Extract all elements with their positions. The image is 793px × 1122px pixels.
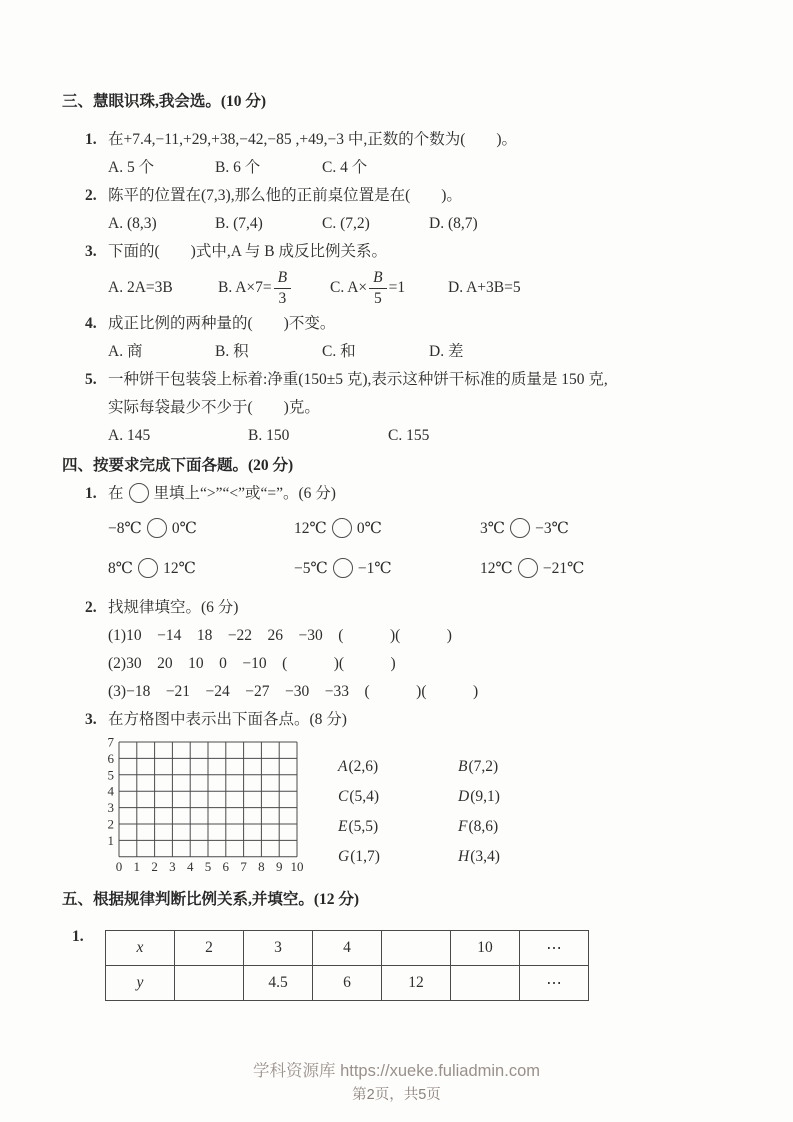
option-a: A. (8,3): [108, 215, 157, 232]
pattern-row-3: (3)−18 −21 −24 −27 −30 −33 ( )( ): [108, 683, 479, 700]
table-cell[interactable]: [175, 966, 244, 1001]
footer-page-number: 第2页，共5页: [352, 1087, 441, 1103]
left-value: 8℃: [108, 560, 134, 577]
option-b: B. (7,4): [215, 215, 263, 232]
table-cell: ⋯: [520, 966, 589, 1001]
right-value: −1℃: [357, 560, 392, 577]
question-4-1: [85, 480, 735, 508]
question-number: 2.: [85, 187, 97, 204]
section-4-title: 四、按要求完成下面各题。(20 分): [62, 457, 294, 474]
table-cell: 2: [175, 931, 244, 966]
blank-circle-icon[interactable]: [518, 558, 538, 578]
fraction-numerator: B: [369, 269, 386, 288]
fraction-denominator: 3: [278, 289, 287, 307]
point-name: F: [458, 818, 468, 835]
left-value: 12℃: [294, 520, 327, 537]
option-c: C. 4 个: [322, 159, 368, 176]
right-value: −3℃: [535, 520, 569, 537]
fraction: [369, 269, 386, 306]
x-axis-label: 4: [186, 859, 194, 874]
question-text: 找规律填空。(6 分): [108, 599, 239, 616]
table-cell: 10: [451, 931, 520, 966]
right-value: 12℃: [163, 560, 196, 577]
question-text: [108, 480, 735, 508]
question-text-pre: 在: [108, 485, 124, 502]
y-axis-label: 6: [107, 750, 114, 766]
point-coords: (8,6): [468, 818, 499, 835]
question-text: 陈平的位置在(7,3),那么他的正前桌位置是在( )。: [108, 187, 462, 204]
comparison-cell: [294, 554, 480, 584]
y-axis-label: 5: [107, 767, 114, 783]
table-row-x: [106, 931, 589, 966]
equation-suffix: =1: [388, 279, 406, 296]
y-axis-label: 4: [107, 783, 114, 799]
section-5-title: 五、根据规律判断比例关系,并填空。(12 分): [62, 891, 360, 908]
point-coords: (7,2): [468, 758, 499, 775]
table-cell: 4.5: [244, 966, 313, 1001]
question-3-3: [85, 238, 735, 266]
option-c: C. 和: [322, 343, 356, 360]
comparison-cell: [108, 514, 294, 544]
x-axis-label: 7: [240, 859, 247, 874]
question-3-4: [85, 310, 735, 338]
right-value: 0℃: [356, 520, 382, 537]
table-cell: 3: [244, 931, 313, 966]
question-text: 成正比例的两种量的( )不变。: [108, 315, 336, 332]
left-value: −5℃: [294, 560, 328, 577]
pattern-row-1: (1)10 −14 18 −22 26 −30 ( )( ): [108, 627, 452, 644]
right-value: −21℃: [542, 560, 585, 577]
point-item: [458, 788, 578, 806]
question-text: 在+7.4,−11,+29,+38,−42,−85 ,+49,−3 中,正数的个数为( )。: [108, 131, 518, 148]
option-c: [330, 269, 448, 306]
option-d: D. A+3B=5: [448, 279, 521, 296]
point-name: C: [338, 788, 349, 805]
question-4-2: [85, 594, 735, 622]
table-row-label: y: [106, 966, 175, 1001]
option-d: D. (8,7): [429, 215, 478, 232]
question-line-2: 实际每袋最少不少于( )克。: [108, 399, 320, 416]
comparison-cell: [294, 514, 480, 544]
question-line-1: 一种饼干包装袋上标着:净重(150±5 克),表示这种饼干标准的质量是 150 克,: [108, 371, 608, 388]
option-a: A. 145: [108, 427, 151, 444]
point-name: H: [458, 848, 470, 865]
question-number: 1.: [85, 485, 97, 502]
options-3-2: [108, 210, 735, 238]
right-value: 0℃: [171, 520, 197, 537]
question-number: 4.: [85, 315, 97, 332]
option-b: [218, 269, 330, 306]
question-3-5: [85, 366, 735, 422]
options-3-1: [108, 154, 735, 182]
x-axis-label: 10: [290, 859, 304, 874]
table-cell: 4: [313, 931, 382, 966]
blank-circle-icon[interactable]: [333, 558, 353, 578]
question-number: 5.: [85, 371, 97, 388]
fraction-numerator: B: [274, 269, 291, 288]
point-coords: (5,5): [348, 818, 379, 835]
question-text: [108, 366, 735, 422]
point-coords: (9,1): [470, 788, 500, 805]
blank-circle-icon: [129, 483, 149, 503]
point-coords: (5,4): [349, 788, 380, 805]
options-3-5: [108, 422, 735, 450]
left-value: 12℃: [480, 560, 513, 577]
point-coords: (3,4): [470, 848, 500, 865]
point-coords: (2,6): [348, 758, 379, 775]
comparison-row-2: [108, 554, 735, 584]
question-3-1: [85, 126, 735, 154]
proportion-table-block: [72, 926, 735, 1001]
fraction-denominator: 5: [374, 289, 382, 307]
x-axis-label: 8: [258, 859, 265, 874]
comparison-cell: [108, 554, 294, 584]
grid-lines: [119, 742, 297, 857]
point-item: [338, 818, 458, 836]
fraction: [274, 269, 291, 306]
point-item: [458, 758, 578, 776]
footer-site-link[interactable]: 学科资源库 https://xueke.fuliadmin.com: [252, 1062, 540, 1080]
x-axis-label: 6: [222, 859, 230, 874]
table-row-label: x: [106, 931, 175, 966]
blank-circle-icon[interactable]: [332, 518, 352, 538]
point-name: G: [338, 848, 350, 865]
x-axis-label: 3: [169, 859, 176, 874]
question-4-3: [85, 706, 735, 734]
y-axis-label: 7: [107, 738, 114, 750]
proportion-table: [105, 930, 589, 1001]
options-3-3: [108, 266, 735, 310]
option-b: B. 积: [215, 343, 249, 360]
page-footer: [0, 1060, 793, 1106]
question-number: 3.: [85, 711, 97, 728]
comparison-row-1: [108, 514, 735, 544]
equation-prefix: C. A×: [330, 279, 368, 296]
x-axis-label: 5: [204, 859, 212, 874]
question-number: 1.: [72, 928, 84, 945]
point-coords: (1,7): [350, 848, 380, 865]
option-a: A. 5 个: [108, 159, 155, 176]
point-name: B: [458, 758, 468, 775]
comparison-cell: [480, 514, 735, 544]
table-cell[interactable]: [382, 931, 451, 966]
table-cell: ⋯: [520, 931, 589, 966]
point-item: [458, 848, 578, 866]
options-3-4: [108, 338, 735, 366]
point-name: A: [338, 758, 348, 775]
point-item: [338, 758, 458, 776]
point-item: [338, 788, 458, 806]
option-b: B. 6 个: [215, 159, 261, 176]
point-list: [338, 758, 578, 878]
blank-circle-icon[interactable]: [147, 518, 167, 538]
section-3-title: 三、慧眼识珠,我会选。(10 分): [62, 93, 267, 110]
question-3-2: [85, 182, 735, 210]
option-c: C. 155: [388, 427, 430, 444]
blank-circle-icon[interactable]: [510, 518, 530, 538]
left-value: 3℃: [480, 520, 506, 537]
grid-plot-block: [95, 738, 735, 878]
point-item: [338, 848, 458, 866]
comparison-cell: [480, 554, 735, 584]
option-d: D. 差: [429, 343, 464, 360]
x-axis-label: 9: [275, 859, 283, 874]
option-c: C. (7,2): [322, 215, 370, 232]
table-row-y: [106, 966, 589, 1001]
table-cell: 12: [382, 966, 451, 1001]
option-a: A. 2A=3B: [108, 279, 173, 296]
question-number: 3.: [85, 243, 97, 260]
equation-prefix: B. A×7=: [218, 279, 272, 296]
question-text: 下面的( )式中,A 与 B 成反比例关系。: [108, 243, 388, 260]
y-axis-label: 1: [107, 832, 114, 848]
question-text-post: 里填上“>”“<”或“=”。(6 分): [153, 485, 336, 502]
point-item: [458, 818, 578, 836]
question-text: 在方格图中表示出下面各点。(8 分): [108, 711, 347, 728]
question-number: 2.: [85, 599, 97, 616]
pattern-row-2: (2)30 20 10 0 −10 ( )( ): [108, 655, 396, 672]
x-axis-label: 2: [151, 859, 158, 874]
option-b: B. 150: [248, 427, 290, 444]
point-name: D: [458, 788, 470, 805]
table-cell: 6: [313, 966, 382, 1001]
left-value: −8℃: [108, 520, 142, 537]
point-name: E: [338, 818, 348, 835]
question-number: 1.: [85, 131, 97, 148]
x-axis-label: 1: [133, 859, 141, 874]
x-axis-label: 0: [115, 859, 123, 874]
blank-circle-icon[interactable]: [138, 558, 158, 578]
option-a: A. 商: [108, 343, 143, 360]
coordinate-grid[interactable]: [95, 738, 310, 878]
table-cell[interactable]: [451, 966, 520, 1001]
y-axis-label: 3: [107, 800, 114, 816]
y-axis-label: 2: [107, 816, 114, 832]
